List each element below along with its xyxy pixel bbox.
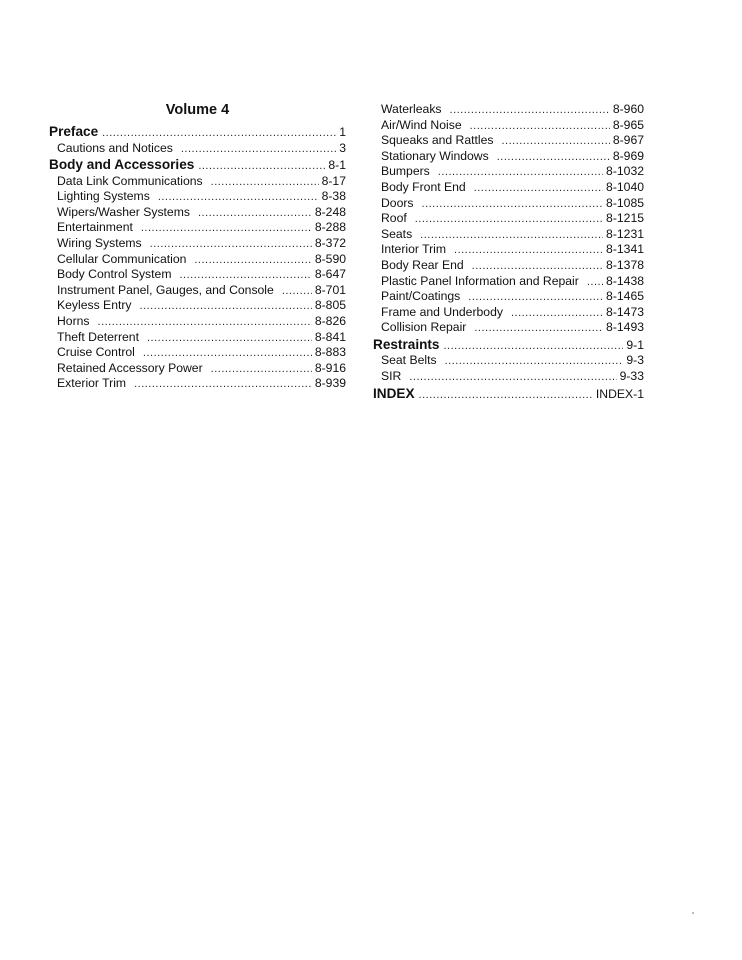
toc-entry[interactable] [49,267,346,283]
toc-entry-label: Data Link Communications [57,173,203,188]
dot-leader [470,119,610,135]
toc-entry-page: INDEX-1 [595,386,644,401]
toc-entry[interactable] [373,289,644,305]
toc-entry-page: 8-1 [328,158,346,173]
toc-entry-page: 8-1465 [606,289,644,304]
dot-leader [140,299,312,315]
toc-entry[interactable] [373,227,644,243]
toc-entry-page: 8-17 [321,173,346,188]
toc-entry[interactable] [49,189,346,205]
dot-leader [497,150,610,166]
toc-entry-label: Squeaks and Rattles [381,133,494,148]
toc-entry-label: Stationary Windows [381,148,489,163]
toc-entry-label: Cruise Control [57,345,135,360]
toc-entry-label: Instrument Panel, Gauges, and Console [57,282,274,297]
toc-entry[interactable] [49,141,346,157]
toc-entry-page: 8-841 [314,329,346,344]
toc-entry-page: 8-916 [314,360,346,375]
dot-leader [409,370,616,386]
dot-leader [181,142,336,158]
toc-entry-label: Frame and Underbody [381,304,503,319]
toc-entry-page: 8-288 [314,220,346,235]
toc-entry-page: 8-1085 [606,195,644,210]
toc-entry[interactable] [49,220,346,236]
toc-entry-page: 8-1341 [606,242,644,257]
toc-entry-label: Roof [381,211,407,226]
dot-leader [158,190,319,206]
dot-leader [282,284,312,300]
toc-entry-label: Preface [49,124,99,139]
dot-leader [474,321,603,337]
toc-entry[interactable] [373,320,644,336]
dot-leader [102,125,336,142]
toc-entry-label: Seat Belts [381,353,437,368]
toc-entry[interactable] [373,305,644,321]
toc-entry-label: Paint/Coatings [381,289,461,304]
toc-entry-label: Body Rear End [381,257,464,272]
toc-entry-label: Lighting Systems [57,189,150,204]
toc-entry-page: 8-1040 [606,179,644,194]
toc-entry-page: 8-1032 [606,164,644,179]
toc-entry-label: Theft Deterrent [57,329,139,344]
toc-entry-label: Restraints [373,336,440,352]
dot-leader [454,243,603,259]
toc-entry-page: 8-805 [314,298,346,313]
toc-entry-label: Wipers/Washer Systems [57,204,190,219]
toc-entry-page: 8-826 [314,313,346,328]
toc-entry-page: 8-372 [314,235,346,250]
dot-leader [501,134,609,150]
toc-entry-page: 8-1438 [606,273,644,288]
dot-leader [134,377,312,393]
toc-entry[interactable] [49,330,346,346]
toc-entry[interactable] [373,133,644,149]
toc-entry-page: 8-38 [321,189,346,204]
toc-entry-label: Entertainment [57,220,133,235]
toc-entry-page: 9-3 [626,353,644,368]
dot-leader [443,338,623,355]
toc-entry-label: Collision Repair [381,320,467,335]
toc-entry-page: 8-1215 [606,211,644,226]
dot-leader [474,181,603,197]
toc-entry-label: Horns [57,313,90,328]
toc-entry-page: 9-33 [619,369,644,383]
toc-entry-label: SIR [381,369,402,383]
toc-entry[interactable] [373,369,644,385]
dot-leader [511,306,603,322]
toc-entry-label: Exterior Trim [57,376,127,391]
toc-entry[interactable] [373,149,644,165]
dot-leader [98,315,312,331]
toc-entry[interactable] [49,345,346,361]
dot-leader [179,268,311,284]
toc-entry[interactable] [373,274,644,290]
dot-leader [445,354,624,370]
toc-entry[interactable] [49,314,346,330]
toc-entry[interactable] [373,258,644,274]
dot-leader [198,206,312,222]
toc-entry[interactable] [49,298,346,314]
toc-list-left [49,124,346,392]
dot-leader [211,175,319,191]
toc-entry[interactable] [373,164,644,180]
dot-leader [194,253,311,269]
toc-entry-page: 8-969 [612,148,644,163]
toc-entry-label: Body Control System [57,267,172,282]
toc-entry-label: Cautions and Notices [57,140,173,155]
toc-entry[interactable] [49,174,346,190]
toc-section-entry[interactable] [373,337,644,354]
toc-entry-page: 1 [339,125,346,139]
toc-entry-label: Body Front End [381,179,466,194]
toc-section-entry[interactable] [49,124,346,141]
toc-entry-page: 8-248 [314,204,346,219]
toc-entry-label: Retained Accessory Power [57,360,203,375]
toc-entry-page: 8-647 [314,267,346,282]
dot-leader [147,331,312,347]
volume-title: Volume 4 [165,102,230,118]
toc-column-right [373,100,644,402]
toc-entry[interactable] [373,118,644,134]
toc-entry-page: 8-1493 [606,320,644,335]
toc-entry-page: 8-590 [314,251,346,266]
toc-entry[interactable] [373,353,644,369]
toc-entry-page: 8-883 [314,345,346,360]
toc-entry[interactable] [49,283,346,299]
toc-entry-label: Interior Trim [381,242,447,257]
toc-entry-label: Bumpers [381,164,430,179]
dot-leader [198,158,325,175]
toc-entry-label: Body and Accessories [49,157,195,173]
toc-list-right [373,102,644,402]
toc-entry-label: Keyless Entry [57,298,132,313]
toc-section-entry[interactable] [373,386,644,403]
dot-leader [415,212,603,228]
toc-entry[interactable] [373,180,644,196]
dot-leader [472,259,603,275]
dot-leader [438,165,603,181]
toc-section-entry[interactable] [49,157,346,174]
toc-entry[interactable] [49,361,346,377]
toc-column-left [49,100,346,392]
toc-entry[interactable] [373,196,644,212]
dot-leader [143,346,312,362]
toc-entry-page: 8-1473 [606,304,644,319]
dot-leader [141,221,312,237]
toc-entry-label: Plastic Panel Information and Repair [381,273,579,288]
toc-entry-page: 8-701 [314,282,346,297]
toc-entry-label: Air/Wind Noise [381,117,462,132]
toc-entry-page: 8-1231 [606,226,644,241]
toc-entry-label: Cellular Communication [57,251,187,266]
toc-entry[interactable] [49,236,346,252]
dot-leader [587,275,603,291]
dot-leader [420,228,603,244]
toc-entry[interactable] [373,211,644,227]
toc-entry-page: 8-939 [314,376,346,391]
toc-entry-label: INDEX [373,385,415,401]
toc-entry-page: 3 [339,140,346,155]
toc-entry-page: 8-967 [612,133,644,148]
toc-entry-label: Doors [381,195,414,210]
dot-leader [211,362,312,378]
toc-entry-label: Waterleaks [381,102,442,116]
dot-leader [422,197,604,213]
toc-entry-page: 8-960 [612,102,644,116]
scan-speck [692,912,694,914]
toc-entry-page: 8-965 [612,117,644,132]
toc-entry-page: 9-1 [626,337,644,352]
dot-leader [419,387,593,404]
toc-entry-label: Seats [381,226,413,241]
toc-entry-label: Wiring Systems [57,235,142,250]
toc-entry[interactable] [373,102,644,118]
dot-leader [468,290,603,306]
toc-entry-page: 8-1378 [606,257,644,272]
toc-entry[interactable] [373,242,644,258]
toc-entry[interactable] [49,252,346,268]
dot-leader [150,237,312,253]
dot-leader [450,103,610,119]
toc-entry[interactable] [49,376,346,392]
toc-entry[interactable] [49,205,346,221]
